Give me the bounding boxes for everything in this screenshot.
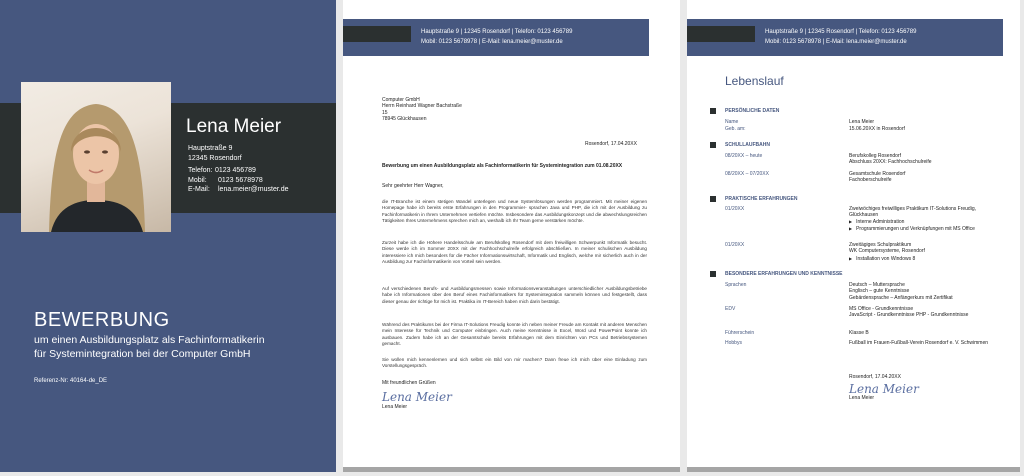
section-personal-label: PERSÖNLICHE DATEN bbox=[725, 108, 780, 114]
letter-header-accent bbox=[343, 26, 411, 42]
cover-contact bbox=[188, 166, 289, 195]
cv-row-practical-1-bullet-1 bbox=[725, 219, 995, 225]
cv-label: Name bbox=[725, 119, 739, 125]
cover-reference: Referenz-Nr: 40164-de_DE bbox=[34, 378, 108, 384]
letter-paragraph-4: Während des Praktikums bei der Firma IT-Solutions Freudig konnte ich neben meiner Freude am Kontakt mit anderen Menschen mein Interesse für Technik und Computer einbringen. Auch meine Kenntnisse in Excel, Word und PowerPoint konnte ich ausbauen. Zudem habe ich an der Gesamtschule bereits Erfahrungen mit dem Einrichten von PCs und Betriebssystemen gemacht. bbox=[382, 322, 647, 346]
telefon-value: 0123 456789 bbox=[215, 167, 256, 174]
header-line1: Hauptstraße 9 | 12345 Rosendorf | Telefon: 0123 456789 bbox=[421, 29, 573, 35]
cv-value: 15.06.20XX in Rosendorf bbox=[849, 126, 905, 132]
cv-page bbox=[687, 0, 1020, 472]
cv-label: Geb. am: bbox=[725, 126, 746, 132]
cv-value: Berufskolleg Rosendorf Abschluss 20XX: Fachhochschulreife bbox=[849, 153, 932, 166]
cv-label: EDV bbox=[725, 306, 736, 312]
cv-date: Rosendorf, 17.04.20XX bbox=[849, 374, 901, 380]
cover-address-street: Hauptstraße 9 bbox=[188, 145, 233, 152]
applicant-name: Lena Meier bbox=[186, 116, 282, 137]
cv-row-birth bbox=[725, 126, 995, 132]
cv-value: Zweiwöchiges freiwilliges Praktikum IT-Solutions Freudig, Glückhausen bbox=[849, 206, 976, 219]
cover-title: BEWERBUNG bbox=[34, 309, 170, 331]
cover-page bbox=[0, 0, 336, 472]
letter-salutation: Sehr geehrter Herr Wagner, bbox=[382, 183, 444, 189]
letter-date: Rosendorf, 17.04.20XX bbox=[585, 141, 637, 147]
cv-label: 01/20XX bbox=[725, 242, 745, 248]
email-value: lena.meier@muster.de bbox=[218, 186, 289, 193]
cv-value: Lena Meier bbox=[849, 119, 875, 125]
letter-header-text bbox=[421, 27, 572, 47]
cover-address bbox=[188, 144, 242, 163]
letter-header bbox=[343, 19, 649, 56]
recipient-line: Computer GmbH bbox=[382, 97, 420, 103]
section-practical bbox=[710, 196, 798, 202]
cv-value: MS Office - Grundkenntnisse JavaScript - Grundkenntnisse PHP - Grundkenntnisse bbox=[849, 306, 969, 319]
section-skills bbox=[710, 271, 843, 277]
applicant-photo bbox=[21, 82, 171, 232]
cv-row-practical-1-bullet-2 bbox=[725, 226, 995, 232]
recipient-line: 15 bbox=[382, 109, 388, 116]
section-skills-label: BESONDERE ERFAHRUNGEN UND KENNTNISSE bbox=[725, 271, 843, 277]
portrait-illustration bbox=[21, 82, 171, 232]
letter-signature-name: Lena Meier bbox=[382, 404, 408, 410]
cv-label: 08/20XX – 07/20XX bbox=[725, 171, 769, 177]
cv-header-text bbox=[765, 27, 916, 47]
section-marker bbox=[710, 271, 716, 277]
header-line1: Hauptstraße 9 | 12345 Rosendorf | Telefon: 0123 456789 bbox=[765, 29, 917, 35]
cv-label: Hobbys bbox=[725, 340, 742, 346]
cv-label: Sprachen bbox=[725, 282, 747, 288]
cover-address-city: 12345 Rosendorf bbox=[188, 154, 242, 162]
cv-title: Lebenslauf bbox=[725, 74, 784, 88]
letter-subject: Bewerbung um einen Ausbildungsplatz als Fachinformatikerin für Systemintegration zum 01.08.20XX bbox=[382, 163, 623, 169]
page-bottom-bar bbox=[687, 467, 1020, 472]
section-school bbox=[710, 142, 770, 148]
page-bottom-bar bbox=[343, 467, 680, 472]
cv-row-school-1 bbox=[725, 153, 995, 166]
letter-paragraph-5: Sie wollen mich kennenlernen und sich selbst ein Bild von mir machen? Dann freue ich mich über eine Einladung zum Vorstellungsgespräch. bbox=[382, 357, 647, 369]
cv-row-practical-2-bullet-1 bbox=[725, 256, 995, 262]
letter-paragraph-3: Auf verschiedenen Berufs- und Ausbildungsmessen sowie Informationsveranstaltungen unterschiedlicher Ausbildungsbetriebe habe ich Informationen über den Beruf eines Fachinformatikers für Systemintegration sammeln können und festgestellt, dass dieser genau der richtige für mich ist. Praktika im IT-Bereich haben mich darin bestätigt. bbox=[382, 286, 647, 304]
cv-bullet: ▶ Programmierungen und Verknüpfungen mit MS Office bbox=[849, 226, 975, 232]
cv-value: Fußball im Frauen-Fußball-Verein Rosendorf e. V. Schwimmen bbox=[849, 340, 989, 346]
cv-bullet: ▶ Interne Administration bbox=[849, 219, 904, 225]
section-marker bbox=[710, 108, 716, 114]
cv-label: Führerschein bbox=[725, 330, 755, 336]
recipient-line: Herrn Reinhard Wagner Bachstraße bbox=[382, 103, 462, 110]
cv-row-languages bbox=[725, 282, 995, 301]
cv-label: 08/20XX – heute bbox=[725, 153, 763, 159]
cv-row-hobbies bbox=[725, 340, 995, 346]
cover-subtitle: um einen Ausbildungsplatz als Fachinformatikerin für Systemintegration bei der Computer GmbH bbox=[34, 334, 265, 360]
cv-value: Zweitägiges Schulpraktikum WK Computersysteme, Rosendorf bbox=[849, 242, 925, 255]
cv-row-edv bbox=[725, 306, 995, 319]
section-practical-label: PRAKTISCHE ERFAHRUNGEN bbox=[725, 196, 798, 202]
cv-row-name bbox=[725, 119, 995, 125]
section-marker bbox=[710, 196, 716, 202]
header-line2: Mobil: 0123 5678978 | E-Mail: lena.meier@muster.de bbox=[765, 39, 907, 45]
letter-paragraph-2: Zurzeit habe ich die Höhere Handelsschule am Berufskolleg Rosendorf mit dem freiwilligen Schwerpunkt Informatik besucht. Diese werde ich im Sommer 20XX mit der Fachhochschulreife erfolgreich abschließen. In meiner schulischen Ausbildung interessiere ich mich besonders für die Fächer Informationswirtschaft, Informatik und Englisch, welche mir sicherlich auch in der Ausbildung zur Fachinformatikerin von Vorteil sein werden. bbox=[382, 240, 647, 264]
cv-row-license bbox=[725, 330, 995, 336]
cv-row-practical-2 bbox=[725, 242, 995, 255]
cv-value: Gesamtschule Rosendorf Fachoberschulreife bbox=[849, 171, 906, 184]
cv-value: Klasse B bbox=[849, 330, 869, 336]
cv-label: 01/20XX bbox=[725, 206, 745, 212]
section-personal bbox=[710, 108, 779, 114]
cv-value: Deutsch – Muttersprache Englisch – gute Kenntnisse Gebärdensprache – Anfängerkurs mit Zertifikat bbox=[849, 282, 953, 301]
cv-row-practical-1 bbox=[725, 206, 995, 219]
handwritten-signature: Lena Meier bbox=[382, 390, 452, 404]
cv-header bbox=[687, 19, 1003, 56]
cv-bullet: ▶ Installation von Windows 8 bbox=[849, 256, 915, 262]
letter-closing: Mit freundlichen Grüßen bbox=[382, 380, 436, 386]
cv-signature-name: Lena Meier bbox=[849, 395, 875, 401]
email-label: E-Mail: bbox=[188, 186, 210, 193]
mobil-value: 0123 5678978 bbox=[218, 176, 263, 184]
telefon-label: Telefon: bbox=[188, 167, 213, 174]
mobil-label: Mobil: bbox=[188, 176, 207, 184]
recipient-block bbox=[382, 97, 462, 122]
letter-page bbox=[343, 0, 680, 472]
header-line2: Mobil: 0123 5678978 | E-Mail: lena.meier@muster.de bbox=[421, 39, 563, 45]
section-school-label: SCHULLAUFBAHN bbox=[725, 142, 770, 148]
handwritten-signature: Lena Meier bbox=[849, 382, 919, 396]
cv-header-accent bbox=[687, 26, 755, 42]
section-marker bbox=[710, 142, 716, 148]
cv-row-school-2 bbox=[725, 171, 995, 184]
letter-paragraph-1: die IT-Branche ist einem stetigen Wandel unterlegen und neue Systemlösungen werden programmiert. Mit meiner eigenen Homepage habe ich bereits erste Erfahrungen in den Programmier- sprachen Java und PHP, die ich mit der Ausbildung zu Fachinformatikerin in Ihrem Unternehmen vertiefen möchte. Insbesondere das Ausbildungskonzept und die abwechslungsreichen Tätigkeiten Ihres Unternehmens sprechen mich an, weshalb ich Ihr Team gerne verstärken möchte. bbox=[382, 199, 647, 223]
recipient-line: 78945 Glückhausen bbox=[382, 115, 427, 122]
